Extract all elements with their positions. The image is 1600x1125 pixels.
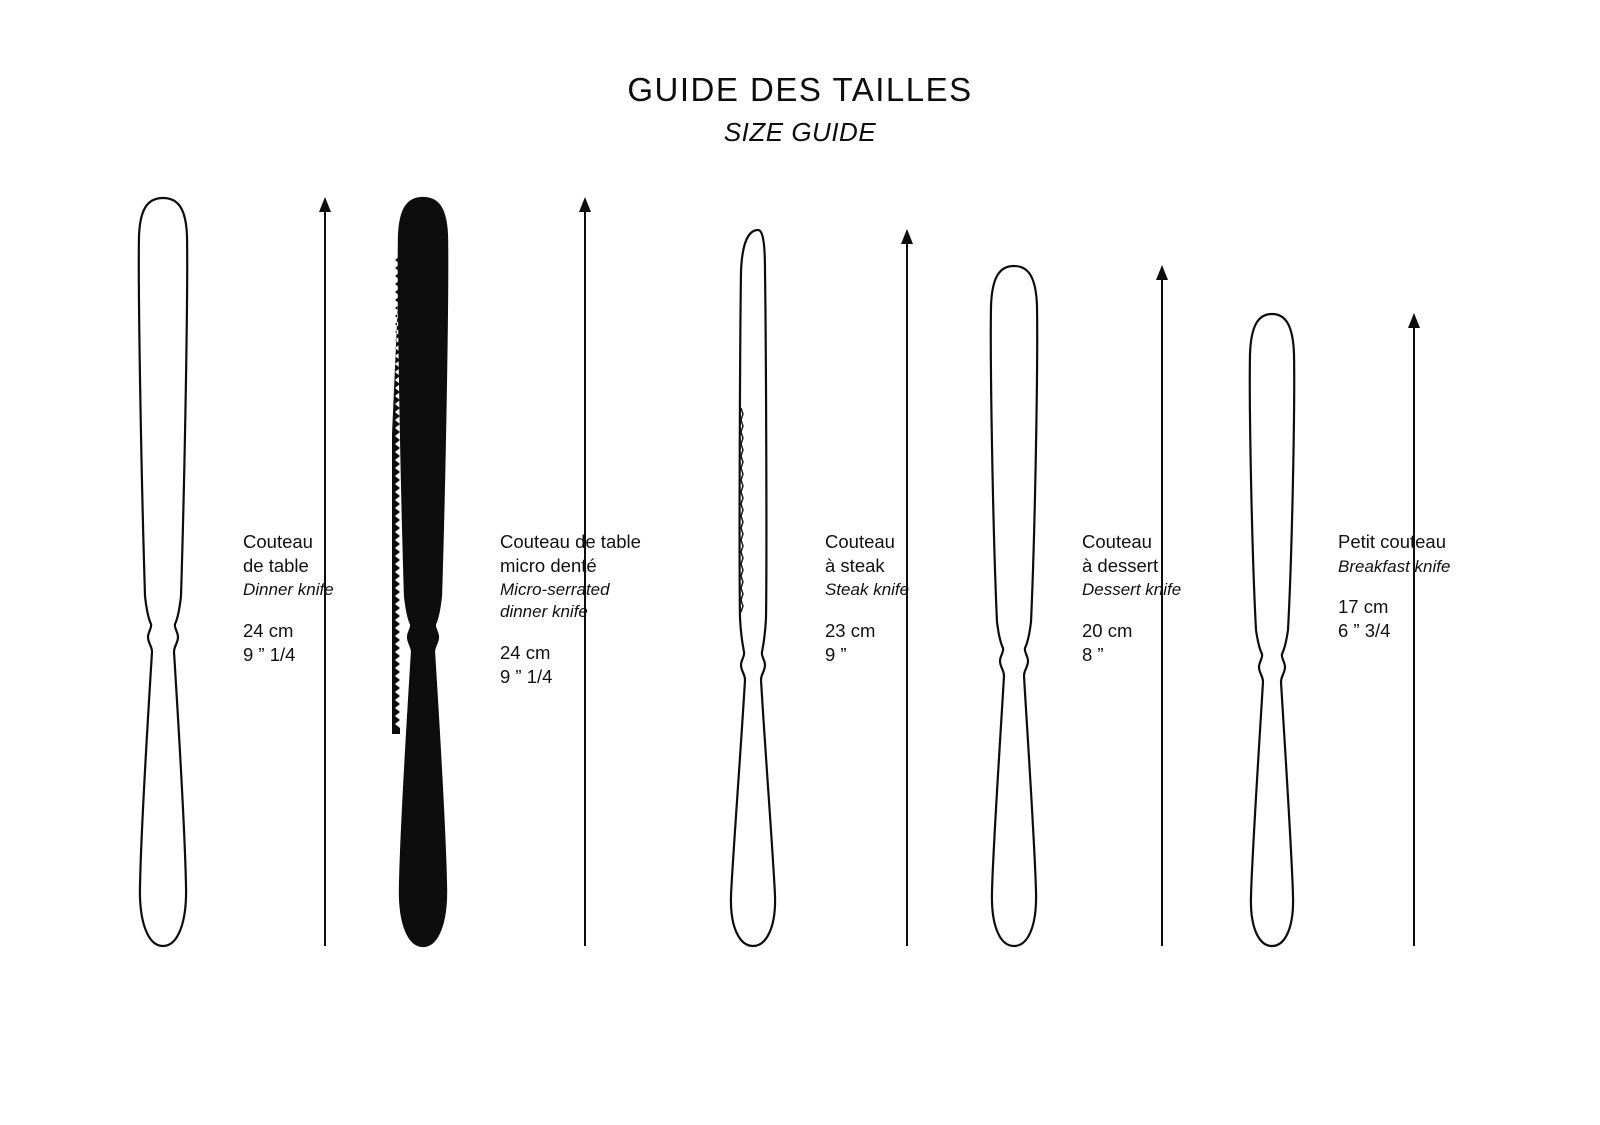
size-cm: 17 cm: [1338, 596, 1389, 618]
dimensions: [500, 641, 641, 689]
label-fr-line1: Petit couteau: [1338, 531, 1446, 552]
caption-steak-knife: [825, 530, 909, 667]
label-fr-line2: micro denté: [500, 554, 597, 576]
knife-illustration-breakfast-knife: [1230, 312, 1314, 950]
size-cm: 20 cm: [1082, 620, 1133, 642]
serration-teeth: [392, 256, 400, 734]
caption-dessert-knife: [1082, 530, 1181, 667]
label-fr-line2: à dessert: [1082, 554, 1159, 576]
dimensions: [1338, 595, 1450, 643]
knife-illustration-micro-serrated-dinner-knife: [378, 196, 468, 950]
page-title-en: SIZE GUIDE: [723, 117, 877, 148]
label-fr-line1: Couteau: [825, 531, 895, 552]
label-en: Breakfast knife: [1338, 556, 1451, 576]
label-en-line1: Micro-serrated: [500, 580, 610, 600]
caption-micro-serrated-dinner-knife: [500, 530, 641, 689]
size-in: 8 ”: [1082, 644, 1104, 666]
size-in: 9 ” 1/4: [243, 644, 296, 666]
label-fr-line2: de table: [243, 554, 309, 576]
caption-breakfast-knife: [1338, 530, 1450, 644]
label-en-line2: dinner knife: [500, 602, 588, 622]
knife-illustration-dessert-knife: [970, 264, 1058, 950]
page-title-fr: GUIDE DES TAILLES: [627, 71, 973, 108]
knife-illustration-dinner-knife: [118, 196, 208, 950]
size-in: 6 ” 3/4: [1338, 620, 1391, 642]
page-header: [0, 72, 1600, 148]
dimensions: [825, 619, 909, 667]
label-en: Steak knife: [825, 580, 910, 600]
label-fr-line2: à steak: [825, 554, 885, 576]
label-en: Dessert knife: [1082, 580, 1182, 600]
size-cm: 23 cm: [825, 620, 876, 642]
size-in: 9 ”: [825, 644, 847, 666]
dimensions: [243, 619, 334, 667]
label-fr-line1: Couteau: [1082, 531, 1152, 552]
size-cm: 24 cm: [500, 641, 551, 663]
label-fr-line1: Couteau: [243, 531, 313, 552]
size-in: 9 ” 1/4: [500, 665, 553, 687]
label-en: Dinner knife: [243, 580, 334, 600]
dimensions: [1082, 619, 1181, 667]
size-cm: 24 cm: [243, 620, 294, 642]
caption-dinner-knife: [243, 530, 334, 667]
knife-illustration-steak-knife: [708, 228, 798, 950]
label-fr-line1: Couteau de table: [500, 531, 641, 552]
